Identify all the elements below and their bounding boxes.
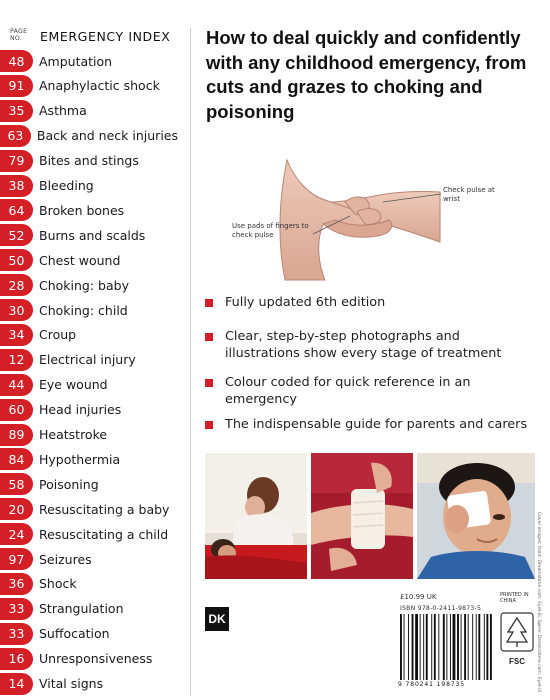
index-entry-label: Heatstroke [39, 427, 108, 442]
index-entry [0, 573, 178, 595]
index-page-number: 12 [0, 349, 33, 371]
index-page-number: 36 [0, 573, 33, 595]
printed-in: PRINTED IN CHINA [500, 592, 529, 604]
index-entry [0, 50, 178, 72]
index-entry [0, 349, 178, 371]
index-entry [0, 424, 178, 446]
index-entry-label: Croup [39, 327, 77, 343]
index-page-number: 52 [0, 224, 33, 246]
dk-logo: DK [205, 607, 229, 631]
index-entry [0, 673, 178, 695]
index-entry-label: Amputation [39, 53, 113, 69]
headline: How to deal quickly and confidently with any childhood emergency, from cuts and grazes to choking and poisoning [206, 27, 527, 122]
index-entry-label: Shock [39, 576, 77, 592]
index-entry [0, 598, 178, 620]
index-entry-label: Choking: baby [39, 277, 129, 293]
index-title: EMERGENCY INDEX [40, 29, 171, 44]
index-entry-label: Choking: child [39, 302, 128, 318]
pulse-label: Check pulse at wrist [443, 186, 495, 203]
index-page-number: 33 [0, 598, 33, 620]
bullet-square-icon [205, 333, 213, 341]
index-entry [0, 224, 178, 246]
index-page-number: 20 [0, 498, 33, 520]
index-entry-label: Poisoning [39, 476, 99, 492]
index-entry-label: Suffocation [39, 626, 110, 642]
index-entry [0, 324, 178, 346]
index-page-number: 38 [0, 175, 33, 197]
fsc-label: FSC [509, 657, 525, 666]
fsc-tree-icon [500, 612, 534, 652]
bullet-text: Fully updated 6th edition [225, 295, 386, 310]
bullet-square-icon [205, 299, 213, 307]
index-page-number: 33 [0, 623, 33, 645]
bullet-item [205, 328, 530, 362]
bullet-item [205, 416, 530, 433]
index-header [8, 28, 178, 50]
index-page-number: 58 [0, 473, 33, 495]
index-entry [0, 199, 178, 221]
bullet-item [205, 374, 530, 408]
photo-rescue-breaths [205, 453, 307, 579]
index-entry-label: Eye wound [39, 377, 108, 393]
index-entry [0, 374, 178, 396]
index-entry-label: Anaphylactic shock [39, 78, 160, 94]
index-page-number: 24 [0, 523, 33, 545]
barcode-digits: 9 780241 198735 [398, 681, 465, 688]
index-page-number: 60 [0, 399, 33, 421]
photo-eye-pad [417, 453, 535, 579]
pulse-check-illustration [205, 150, 535, 285]
index-page-number: 63 [0, 125, 31, 147]
index-entry-label: Asthma [39, 103, 87, 119]
index-entry [0, 175, 178, 197]
index-entry [0, 548, 178, 570]
index-page-number: 34 [0, 324, 33, 346]
index-entry-label: Burns and scalds [39, 227, 146, 243]
index-page-number: 64 [0, 199, 33, 221]
bullet-square-icon [205, 421, 213, 429]
index-entry [0, 498, 178, 520]
bullet-text: Colour coded for quick reference in an emergency [225, 375, 471, 407]
index-page-number: 89 [0, 424, 33, 446]
index-entry-label: Vital signs [39, 676, 104, 691]
index-page-number: 50 [0, 249, 33, 271]
barcode [398, 614, 494, 680]
index-entry [0, 623, 178, 645]
index-page-number: 30 [0, 299, 33, 321]
index-entry [0, 100, 178, 122]
index-page-number: 79 [0, 150, 33, 172]
index-page-number: 35 [0, 100, 33, 122]
index-entry [0, 274, 178, 296]
index-entry-label: Back and neck injuries [36, 128, 178, 144]
index-entry-label: Hypothermia [39, 451, 121, 467]
index-entry [0, 399, 178, 421]
index-entry [0, 125, 178, 147]
bullet-item [205, 294, 530, 311]
index-page-number: 91 [0, 75, 33, 97]
index-entry [0, 249, 178, 271]
index-page-number: 28 [0, 274, 33, 296]
index-entry [0, 75, 178, 97]
index-page-number: 44 [0, 374, 33, 396]
index-page-number: 97 [0, 548, 33, 570]
index-entry-label: Chest wound [39, 252, 121, 268]
page-no-label: PAGE NO. [10, 28, 28, 42]
column-divider [190, 28, 191, 696]
index-entry-label: Electrical injury [39, 352, 136, 368]
index-page-number: 16 [0, 648, 33, 670]
index-entry [0, 299, 178, 321]
fsc-logo [500, 612, 534, 664]
index-entry-label: Head injuries [39, 402, 122, 418]
index-entry [0, 523, 178, 545]
index-page-number: 84 [0, 448, 33, 470]
index-entry-label: Unresponsiveness [39, 651, 153, 667]
index-entry-label: Resuscitating a baby [39, 501, 170, 517]
bullet-text: Clear, step-by-step photographs and illustrations show every stage of treatment [225, 329, 502, 361]
cover-credit: Cover images: front: Dreamstime.com: Eyet-ili, Spine: Dreamstime.com: Eyet-ili [536, 512, 541, 693]
index-entry [0, 150, 178, 172]
bullet-square-icon [205, 379, 213, 387]
price: £10.99 UK [400, 593, 437, 601]
index-entry [0, 648, 178, 670]
index-page-number: 14 [0, 673, 33, 695]
index-entry-label: Seizures [39, 551, 92, 567]
index-entry-label: Bites and stings [39, 153, 139, 169]
isbn: ISBN 978-0-2411-9873-5 [400, 605, 482, 612]
bullet-text: The indispensable guide for parents and carers [225, 417, 528, 432]
index-entry-label: Broken bones [39, 202, 125, 218]
fingers-label: Use pads of fingers to check pulse [232, 222, 309, 239]
index-entry-label: Resuscitating a child [39, 526, 169, 542]
index-page-number: 48 [0, 50, 33, 72]
index-entry [0, 448, 178, 470]
photo-arm-bandage [311, 453, 413, 579]
index-entry-label: Strangulation [39, 601, 124, 617]
emergency-index [0, 0, 178, 700]
index-entry [0, 473, 178, 495]
index-entry-label: Bleeding [39, 178, 94, 193]
